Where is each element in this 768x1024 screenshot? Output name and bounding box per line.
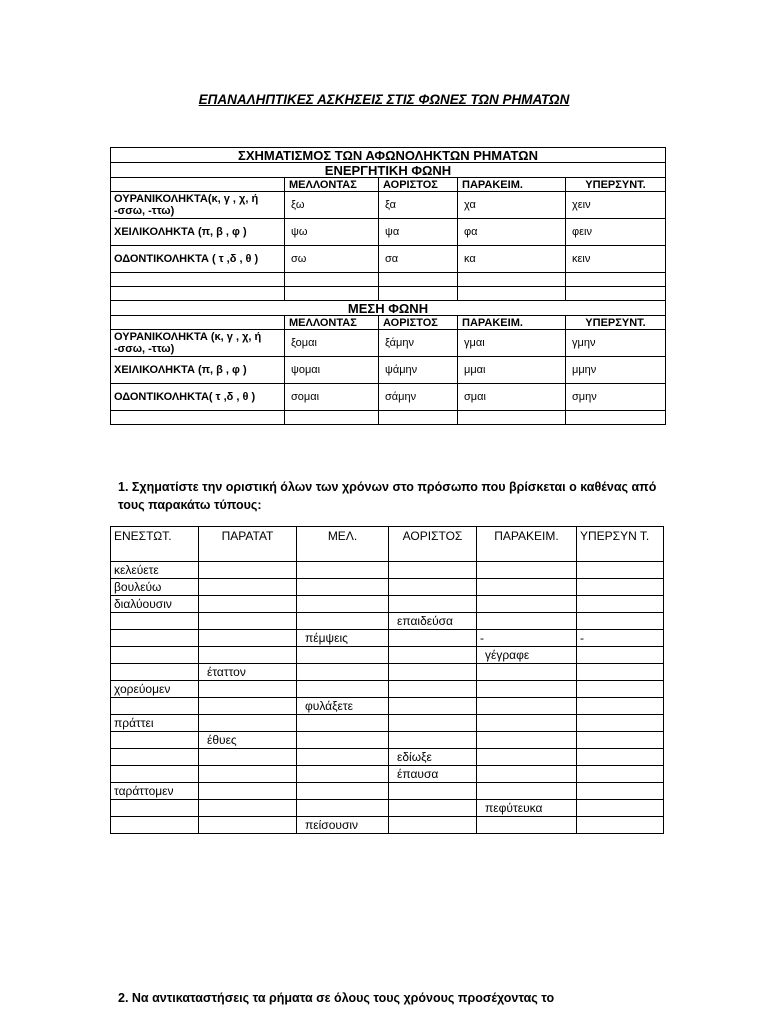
verb-form-cell xyxy=(577,732,664,749)
verb-form-cell xyxy=(297,749,389,766)
verb-form-cell xyxy=(199,800,297,817)
empty-cell xyxy=(458,273,566,287)
verb-form-cell xyxy=(389,562,477,579)
verb-form-cell: διαλύουσιν xyxy=(111,596,199,613)
row-label: ΟΥΡΑΝΙΚΟΛΗΚΤΑ(κ, γ , χ, ή -σσω, -ττω) xyxy=(111,192,285,219)
verb-form-cell xyxy=(477,783,577,800)
column-header: ΥΠΕΡΣΥΝΤ. xyxy=(566,178,666,192)
ending-cell: σάμην xyxy=(379,384,458,411)
verb-form-cell xyxy=(297,596,389,613)
column-header: ΜΕΛ. xyxy=(297,527,389,562)
table-row xyxy=(111,715,664,732)
verb-form-cell: βουλεύω xyxy=(111,579,199,596)
table-row xyxy=(111,664,664,681)
ending-cell: ψω xyxy=(285,219,379,246)
ending-cell: ξω xyxy=(285,192,379,219)
verb-form-cell xyxy=(477,766,577,783)
verb-form-cell: φυλάξετε xyxy=(297,698,389,715)
ending-cell: ψα xyxy=(379,219,458,246)
table-row xyxy=(111,630,664,647)
verb-form-cell xyxy=(111,800,199,817)
verb-form-cell xyxy=(199,613,297,630)
empty-cell xyxy=(379,287,458,301)
ending-cell: σμην xyxy=(566,384,666,411)
middle-voice-heading-row xyxy=(111,301,666,316)
verb-form-cell xyxy=(297,732,389,749)
exercise-1-instructions: 1. Σχηματίστε την οριστική όλων των χρόνων στο πρόσωπο που βρίσκεται ο καθένας από τους παρακάτω τύπους: xyxy=(118,480,657,512)
verb-form-cell xyxy=(199,783,297,800)
verb-form-cell: - xyxy=(477,630,577,647)
verb-form-cell xyxy=(297,681,389,698)
verb-form-cell xyxy=(199,562,297,579)
ending-cell: ψάμην xyxy=(379,357,458,384)
exercise-1-table xyxy=(110,526,664,834)
ending-cell: ξάμην xyxy=(379,330,458,357)
empty-cell xyxy=(285,287,379,301)
active-voice-heading: ΕΝΕΡΓΗΤΙΚΗ ΦΩΝΗ xyxy=(111,163,666,178)
column-header: ΠΑΡΑΤΑΤ xyxy=(199,527,297,562)
verb-form-cell xyxy=(477,613,577,630)
verb-form-cell xyxy=(111,732,199,749)
empty-row xyxy=(111,411,666,425)
verb-form-cell xyxy=(577,766,664,783)
ending-cell: σομαι xyxy=(285,384,379,411)
verb-form-cell xyxy=(389,664,477,681)
verb-form-cell xyxy=(477,698,577,715)
verb-form-cell xyxy=(199,596,297,613)
verb-form-cell xyxy=(477,817,577,834)
verb-form-cell: επαιδεύσα xyxy=(389,613,477,630)
empty-cell xyxy=(111,316,285,330)
verb-form-cell: πράττει xyxy=(111,715,199,732)
verb-form-cell xyxy=(577,817,664,834)
verb-form-cell xyxy=(199,766,297,783)
column-header: ΕΝΕΣΤΩΤ. xyxy=(111,527,199,562)
verb-form-cell: πεφύτευκα xyxy=(477,800,577,817)
verb-form-cell xyxy=(389,647,477,664)
ending-cell: φα xyxy=(458,219,566,246)
verb-form-cell xyxy=(111,698,199,715)
empty-cell xyxy=(285,411,379,425)
verb-form-cell: κελεύετε xyxy=(111,562,199,579)
verb-form-cell xyxy=(577,698,664,715)
verb-form-cell xyxy=(199,630,297,647)
table-row xyxy=(111,596,664,613)
verb-form-cell xyxy=(477,664,577,681)
exercise-2-instructions: 2. Να αντικαταστήσεις τα ρήματα σε όλους τους χρόνους προσέχοντας το xyxy=(118,991,555,1005)
empty-cell xyxy=(566,273,666,287)
empty-row xyxy=(111,287,666,301)
table-row xyxy=(111,246,666,273)
ending-cell: μμην xyxy=(566,357,666,384)
verb-form-cell xyxy=(297,579,389,596)
column-header: ΠΑΡΑΚΕΙΜ. xyxy=(477,527,577,562)
empty-cell xyxy=(111,287,285,301)
verb-form-cell: - xyxy=(577,630,664,647)
verb-form-cell xyxy=(199,579,297,596)
column-header: ΠΑΡΑΚΕΙΜ. xyxy=(458,316,566,330)
verb-form-cell xyxy=(199,681,297,698)
verb-form-cell xyxy=(477,715,577,732)
verb-form-cell: γέγραφε xyxy=(477,647,577,664)
table-row xyxy=(111,800,664,817)
verb-form-cell xyxy=(477,579,577,596)
verb-form-cell xyxy=(577,715,664,732)
verb-form-cell xyxy=(389,630,477,647)
ending-cell: γμην xyxy=(566,330,666,357)
verb-form-cell xyxy=(297,664,389,681)
verb-form-cell xyxy=(389,698,477,715)
table-row xyxy=(111,817,664,834)
ending-cell: μμαι xyxy=(458,357,566,384)
column-header: ΑΟΡΙΣΤΟΣ xyxy=(389,527,477,562)
middle-voice-heading: ΜΕΣΗ ΦΩΝΗ xyxy=(111,301,666,316)
empty-cell xyxy=(379,411,458,425)
verb-form-cell xyxy=(199,749,297,766)
column-header: ΥΠΕΡΣΥΝΤ. xyxy=(566,316,666,330)
table-row xyxy=(111,330,666,357)
ending-cell: γμαι xyxy=(458,330,566,357)
active-voice-heading-row xyxy=(111,163,666,178)
verb-form-cell xyxy=(477,596,577,613)
formation-table-title-row xyxy=(111,148,666,163)
verb-form-cell xyxy=(297,647,389,664)
verb-form-cell xyxy=(111,664,199,681)
ending-cell: ξομαι xyxy=(285,330,379,357)
verb-form-cell xyxy=(389,681,477,698)
exercise-column-headers xyxy=(111,527,664,562)
verb-form-cell xyxy=(389,579,477,596)
table-row xyxy=(111,219,666,246)
ending-cell: χα xyxy=(458,192,566,219)
verb-form-cell xyxy=(199,698,297,715)
table-row xyxy=(111,384,666,411)
row-label: ΧΕΙΛΙΚΟΛΗΚΤΑ (π, β , φ ) xyxy=(111,357,285,384)
verb-form-cell xyxy=(389,715,477,732)
verb-form-cell xyxy=(577,664,664,681)
page-title: ΕΠΑΝΑΛΗΠΤΙΚΕΣ ΑΣΚΗΣΕΙΣ ΣΤΙΣ ΦΩΝΕΣ ΤΩΝ ΡΗΜΑΤΩΝ xyxy=(198,92,570,107)
column-header: ΥΠΕΡΣΥΝ Τ. xyxy=(577,527,664,562)
ending-cell: φειν xyxy=(566,219,666,246)
verb-form-cell xyxy=(577,613,664,630)
table-row xyxy=(111,357,666,384)
ending-cell: σμαι xyxy=(458,384,566,411)
verb-form-cell xyxy=(297,766,389,783)
verb-form-cell: ταράττομεν xyxy=(111,783,199,800)
verb-form-cell xyxy=(111,647,199,664)
empty-cell xyxy=(111,273,285,287)
verb-form-cell xyxy=(577,681,664,698)
ending-cell: κα xyxy=(458,246,566,273)
verb-form-cell xyxy=(111,766,199,783)
table-row xyxy=(111,579,664,596)
verb-form-cell xyxy=(389,732,477,749)
verb-form-cell xyxy=(297,715,389,732)
table-row xyxy=(111,749,664,766)
active-column-headers xyxy=(111,178,666,192)
table-row xyxy=(111,562,664,579)
ending-cell: κειν xyxy=(566,246,666,273)
verb-form-cell xyxy=(389,800,477,817)
verb-form-cell xyxy=(389,596,477,613)
table-row xyxy=(111,783,664,800)
verb-form-cell xyxy=(199,715,297,732)
verb-form-cell xyxy=(297,783,389,800)
ending-cell: σα xyxy=(379,246,458,273)
verb-form-cell xyxy=(477,562,577,579)
verb-form-cell xyxy=(477,732,577,749)
verb-form-cell xyxy=(577,596,664,613)
verb-form-cell: έπαυσα xyxy=(389,766,477,783)
verb-form-cell xyxy=(477,681,577,698)
verb-form-cell xyxy=(577,800,664,817)
empty-cell xyxy=(566,287,666,301)
ending-cell: χειν xyxy=(566,192,666,219)
empty-cell xyxy=(458,287,566,301)
verb-form-cell: έταττον xyxy=(199,664,297,681)
table-row xyxy=(111,647,664,664)
verb-form-cell xyxy=(111,817,199,834)
verb-form-cell xyxy=(297,613,389,630)
formation-table xyxy=(110,147,666,425)
formation-table-title: ΣΧΗΜΑΤΙΣΜΟΣ ΤΩΝ ΑΦΩΝΟΛΗΚΤΩΝ ΡΗΜΑΤΩΝ xyxy=(111,148,666,163)
verb-form-cell xyxy=(477,749,577,766)
verb-form-cell xyxy=(577,562,664,579)
column-header: ΜΕΛΛΟΝΤΑΣ xyxy=(285,178,379,192)
middle-column-headers xyxy=(111,316,666,330)
table-row xyxy=(111,766,664,783)
verb-form-cell xyxy=(577,579,664,596)
row-label: ΟΥΡΑΝΙΚΟΛΗΚΤΑ (κ, γ , χ, ή -σσω, -ττω) xyxy=(111,330,285,357)
empty-cell xyxy=(566,411,666,425)
table-row xyxy=(111,613,664,630)
empty-cell xyxy=(379,273,458,287)
row-label: ΟΔΟΝΤΙΚΟΛΗΚΤΑ( τ ,δ , θ ) xyxy=(111,384,285,411)
verb-form-cell xyxy=(199,817,297,834)
row-label: ΧΕΙΛΙΚΟΛΗΚΤΑ (π, β , φ ) xyxy=(111,219,285,246)
verb-form-cell xyxy=(577,647,664,664)
column-header: ΜΕΛΛΟΝΤΑΣ xyxy=(285,316,379,330)
ending-cell: σω xyxy=(285,246,379,273)
row-label: ΟΔΟΝΤΙΚΟΛΗΚΤΑ ( τ ,δ , θ ) xyxy=(111,246,285,273)
column-header: ΑΟΡΙΣΤΟΣ xyxy=(379,178,458,192)
verb-form-cell xyxy=(389,783,477,800)
empty-cell xyxy=(458,411,566,425)
ending-cell: ξα xyxy=(379,192,458,219)
ending-cell: ψομαι xyxy=(285,357,379,384)
verb-form-cell: χορεύομεν xyxy=(111,681,199,698)
table-row xyxy=(111,681,664,698)
table-row xyxy=(111,192,666,219)
verb-form-cell xyxy=(111,630,199,647)
verb-form-cell: εδίωξε xyxy=(389,749,477,766)
verb-form-cell: έθυες xyxy=(199,732,297,749)
table-row xyxy=(111,698,664,715)
verb-form-cell xyxy=(297,800,389,817)
table-row xyxy=(111,732,664,749)
column-header: ΠΑΡΑΚΕΙΜ. xyxy=(458,178,566,192)
verb-form-cell xyxy=(111,749,199,766)
empty-cell xyxy=(111,411,285,425)
verb-form-cell xyxy=(297,562,389,579)
verb-form-cell: πείσουσιν xyxy=(297,817,389,834)
column-header: ΑΟΡΙΣΤΟΣ xyxy=(379,316,458,330)
empty-cell xyxy=(111,178,285,192)
empty-cell xyxy=(285,273,379,287)
verb-form-cell xyxy=(577,783,664,800)
empty-row xyxy=(111,273,666,287)
verb-form-cell xyxy=(111,613,199,630)
verb-form-cell: πέμψεις xyxy=(297,630,389,647)
verb-form-cell xyxy=(577,749,664,766)
verb-form-cell xyxy=(199,647,297,664)
verb-form-cell xyxy=(389,817,477,834)
